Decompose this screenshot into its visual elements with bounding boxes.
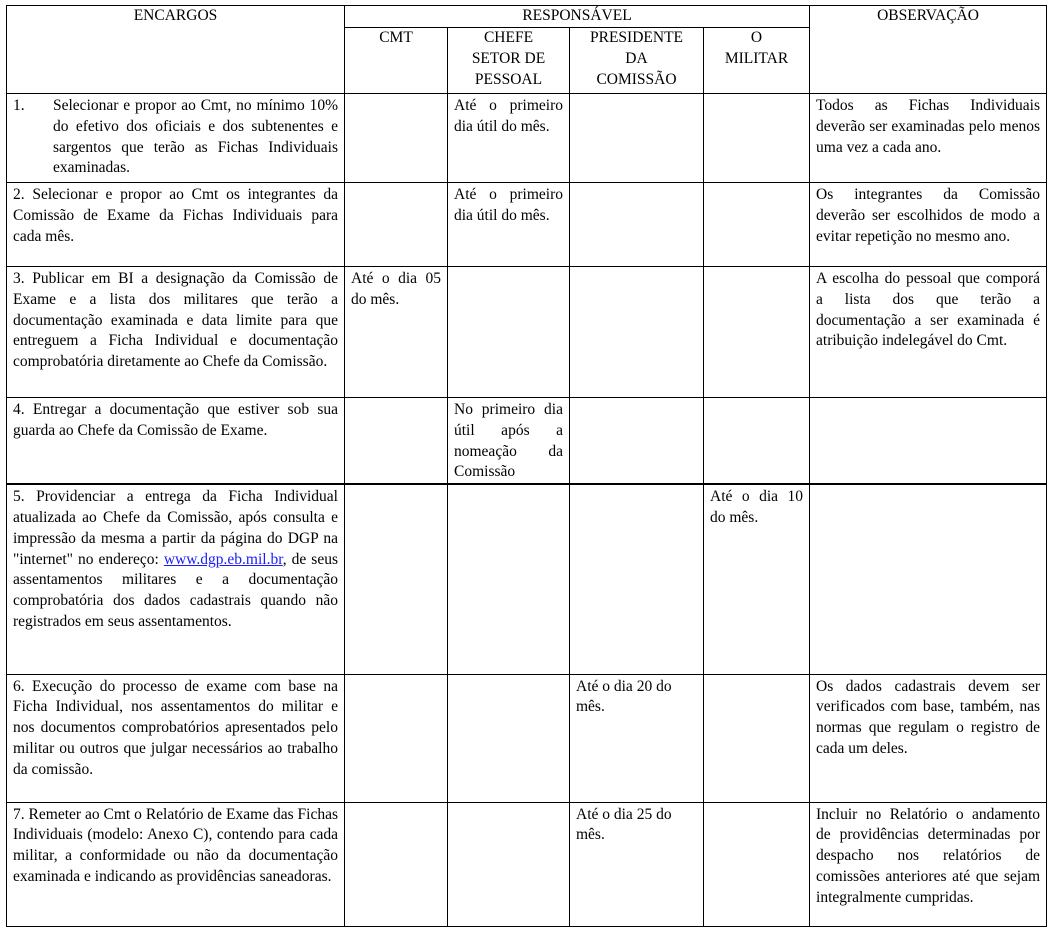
cmt-cell (345, 484, 448, 674)
militar-header-line1: O (750, 29, 763, 46)
presidente-header (570, 28, 704, 94)
dgp-website-link[interactable]: www.dgp.eb.mil.br (163, 550, 283, 568)
encargo-cell: 6. Execução do processo de exame com base na Ficha Individual, nos assentamentos do militar e nos documentos comprobatórios apresentados pelo militar ou outros que julgar necessários ao trabalho da comissão. (7, 674, 345, 802)
chefe-cell (448, 484, 570, 674)
chefe-cell (448, 267, 570, 398)
presidente-header-line2: DA (625, 49, 648, 67)
observacao-cell: Incluir no Relatório o andamento de providências determinadas por despacho nos relatórios de comissões anteriores até que sejam integralmente cumpridas. (810, 802, 1047, 926)
table-row (7, 183, 1047, 267)
presidente-cell: Até o dia 20 do mês. (570, 674, 704, 802)
chefe-cell: No primeiro dia útil após a nomeação da Comissão (448, 398, 570, 485)
table-row (7, 398, 1047, 485)
cmt-header: CMT (345, 28, 448, 94)
cmt-cell (345, 398, 448, 485)
cmt-cell (345, 674, 448, 802)
presidente-cell (570, 94, 704, 183)
chefe-cell (448, 674, 570, 802)
encargo-text-after-link: , de seus assentamentos militares e a documentação comprobatória dos dados cadastrais quando não registrados em seus assentamentos. (13, 550, 339, 630)
presidente-header-line1: PRESIDENTE (590, 29, 683, 46)
observacao-cell (810, 484, 1047, 674)
row-number: 1. (13, 97, 25, 114)
militar-cell (704, 183, 810, 267)
cmt-cell: Até o dia 05 do mês. (345, 267, 448, 398)
observacao-cell: Os integrantes da Comissão deverão ser escolhidos de modo a evitar repetição no mesmo ano. (810, 183, 1047, 267)
observacao-header: OBSERVAÇÃO (810, 6, 1047, 94)
encargo-cell (7, 94, 345, 183)
presidente-cell (570, 183, 704, 267)
observacao-cell: Todos as Fichas Individuais deverão ser examinadas pelo menos uma vez a cada ano. (810, 94, 1047, 183)
observacao-cell: A escolha do pessoal que comporá a lista dos que terão a documentação a ser examinada é atribuição indelegável do Cmt. (810, 267, 1047, 398)
presidente-cell (570, 267, 704, 398)
encargo-cell: 3. Publicar em BI a designação da Comissão de Exame e a lista dos militares que terão a documentação examinada e data limite para que entreguem a Ficha Individual e documentação comprobatória diretamente ao Chefe da Comissão. (7, 267, 345, 398)
chefe-header-line1: CHEFE (483, 29, 534, 46)
encargo-cell: 7. Remeter ao Cmt o Relatório de Exame das Fichas Individuais (modelo: Anexo C), contendo para cada militar, a conformidade ou não da documentação examinada e indicando as providências saneadoras. (7, 802, 345, 926)
encargo-cell: 2. Selecionar e propor ao Cmt os integrantes da Comissão de Exame da Fichas Individuais para cada mês. (7, 183, 345, 267)
table-row (7, 267, 1047, 398)
cmt-cell (345, 94, 448, 183)
table-row (7, 802, 1047, 926)
table-row (7, 674, 1047, 802)
chefe-header-line2: SETOR DE (471, 49, 546, 67)
presidente-cell: Até o dia 25 do mês. (570, 802, 704, 926)
header-row-top (7, 6, 1047, 28)
encargo-cell: 4. Entregar a documentação que estiver sob sua guarda ao Chefe da Comissão de Exame. (7, 398, 345, 485)
presidente-cell (570, 398, 704, 485)
encargos-header: ENCARGOS (7, 6, 345, 94)
militar-cell (704, 674, 810, 802)
militar-cell (704, 398, 810, 485)
responsavel-header: RESPONSÁVEL (345, 6, 810, 28)
militar-header-line2: MILITAR (724, 49, 789, 67)
observacao-cell (810, 398, 1047, 485)
presidente-header-line3: COMISSÃO (596, 70, 677, 88)
chefe-cell: Até o primeiro dia útil do mês. (448, 94, 570, 183)
cmt-cell (345, 802, 448, 926)
militar-cell (704, 94, 810, 183)
chefe-cell (448, 802, 570, 926)
chefe-cell: Até o primeiro dia útil do mês. (448, 183, 570, 267)
cmt-cell (345, 183, 448, 267)
encargo-text-before-link: 5. Providenciar a entrega da Ficha Individual atualizada ao Chefe da Comissão, após consulta e impressão da mesma a partir da página do DGP na "internet" no endereço: (13, 488, 338, 568)
militar-cell (704, 267, 810, 398)
militar-cell (704, 802, 810, 926)
encargos-table (6, 5, 1047, 927)
observacao-cell: Os dados cadastrais devem ser verificados com base, também, nas normas que regulam o registro de cada um deles. (810, 674, 1047, 802)
presidente-cell (570, 484, 704, 674)
militar-header (704, 28, 810, 94)
encargo-text: Selecionar e propor ao Cmt, no mínimo 10% do efetivo dos oficiais e dos subtenentes e sargentos que terão as Fichas Individuais examinadas. (53, 97, 338, 177)
chefe-header-line3: PESSOAL (474, 70, 543, 88)
militar-cell: Até o dia 10 do mês. (704, 484, 810, 674)
encargos-table-document (6, 5, 1046, 922)
encargo-cell (7, 484, 345, 674)
table-row (7, 484, 1047, 674)
chefe-header (448, 28, 570, 94)
table-row (7, 94, 1047, 183)
